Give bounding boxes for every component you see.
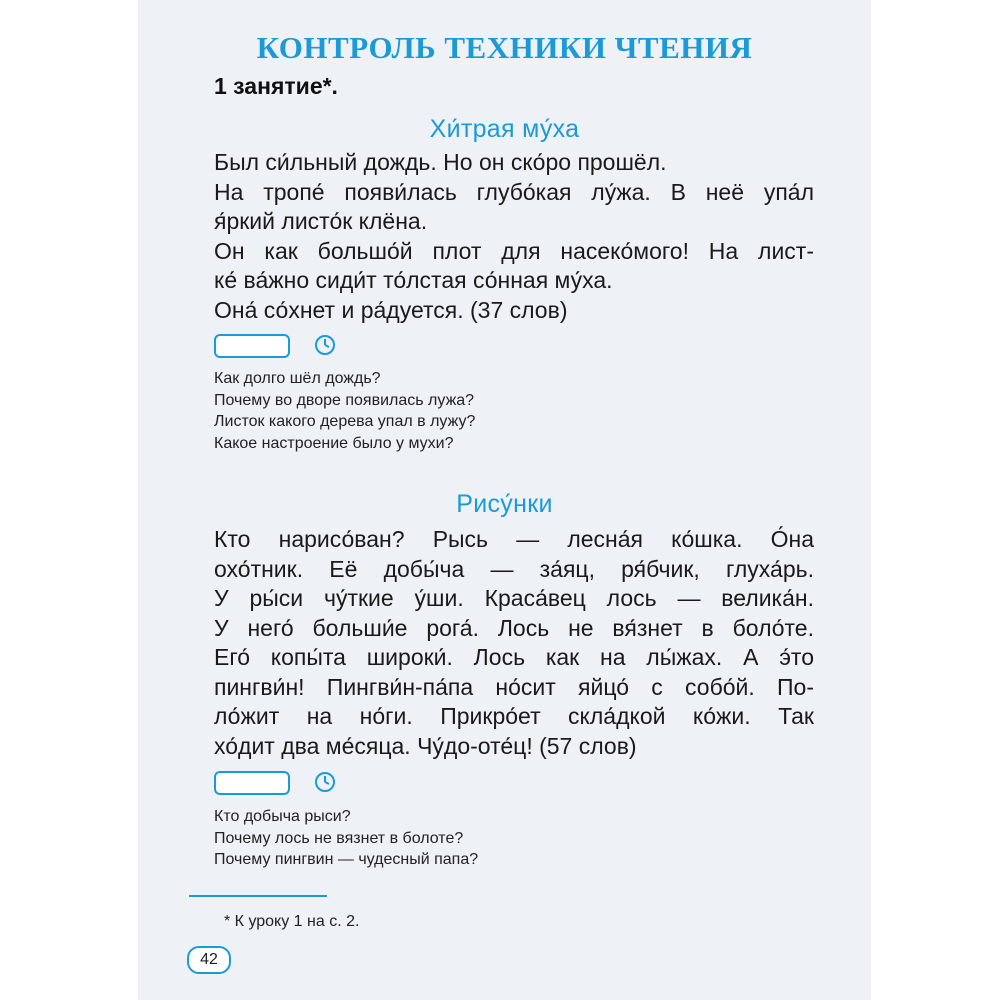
text-line: Кто нарисо́ван? Рысь — лесна́я ко́шка. О́на bbox=[214, 526, 814, 552]
text-line: ло́жит на но́ги. Прикро́ет скла́дкой ко́жи. Так bbox=[214, 703, 814, 729]
footnote-divider bbox=[189, 895, 327, 897]
story-text-2 bbox=[214, 525, 814, 761]
text-line: Он как большо́й плот для насеко́мого! На лист- bbox=[214, 237, 814, 264]
question: Какое настроение было у мухи? bbox=[214, 434, 454, 452]
question: Кто добыча рыси? bbox=[214, 808, 351, 825]
text-line: У него́ больши́е рога́. Лось не вя́знет в боло́те. bbox=[214, 614, 814, 641]
text-line: На тропе́ появи́лась глубо́кая лу́жа. В неё упа́л bbox=[214, 178, 814, 205]
story-title-1: Хи́трая му́ха bbox=[429, 115, 580, 143]
clock-icon bbox=[314, 771, 336, 793]
text-line: Его́ копы́та широки́. Лось как на лы́жах. А э́то bbox=[214, 644, 814, 670]
text-line: Она́ со́хнет и ра́дуется. (37 слов) bbox=[214, 296, 568, 323]
question: Как долго шёл дождь? bbox=[214, 370, 381, 387]
text-line: я́ркий листо́к клёна. bbox=[214, 208, 428, 234]
text-line: хо́дит два ме́сяца. Чу́до-оте́ц! (57 слов) bbox=[214, 732, 637, 759]
clock-icon bbox=[314, 334, 336, 356]
page-title: КОНТРОЛЬ ТЕХНИКИ ЧТЕНИЯ bbox=[256, 30, 753, 65]
questions-1 bbox=[214, 368, 475, 454]
story-text-1 bbox=[214, 148, 814, 325]
story-title-2: Рису́нки bbox=[456, 490, 553, 518]
reading-time-field[interactable] bbox=[214, 334, 290, 358]
textbook-page bbox=[138, 0, 871, 1000]
page-number: 42 bbox=[187, 946, 231, 974]
text-line: У ры́си чу́ткие у́ши. Краса́вец лось — велика́н. bbox=[214, 585, 814, 611]
questions-2 bbox=[214, 806, 478, 871]
question: Почему во дворе появилась лужа? bbox=[214, 391, 475, 409]
text-line: Был си́льный дождь. Но он ско́ро прошёл. bbox=[214, 149, 667, 175]
question: Почему лось не вязнет в болоте? bbox=[214, 829, 464, 847]
text-line: пингви́н! Пингви́н-па́па но́сит яйцо́ с собо́й. По- bbox=[214, 673, 814, 700]
question: Листок какого дерева упал в лужу? bbox=[214, 413, 476, 430]
lesson-heading: 1 занятие*. bbox=[214, 73, 338, 99]
reading-time-field[interactable] bbox=[214, 771, 290, 795]
question: Почему пингвин — чудесный папа? bbox=[214, 851, 479, 868]
footnote: * К уроку 1 на с. 2. bbox=[224, 913, 360, 930]
text-line: охо́тник. Её добы́ча — за́яц, ря́бчик, глуха́рь. bbox=[214, 555, 814, 582]
text-line: ке́ ва́жно сиди́т то́лстая со́нная му́ха. bbox=[214, 267, 613, 293]
